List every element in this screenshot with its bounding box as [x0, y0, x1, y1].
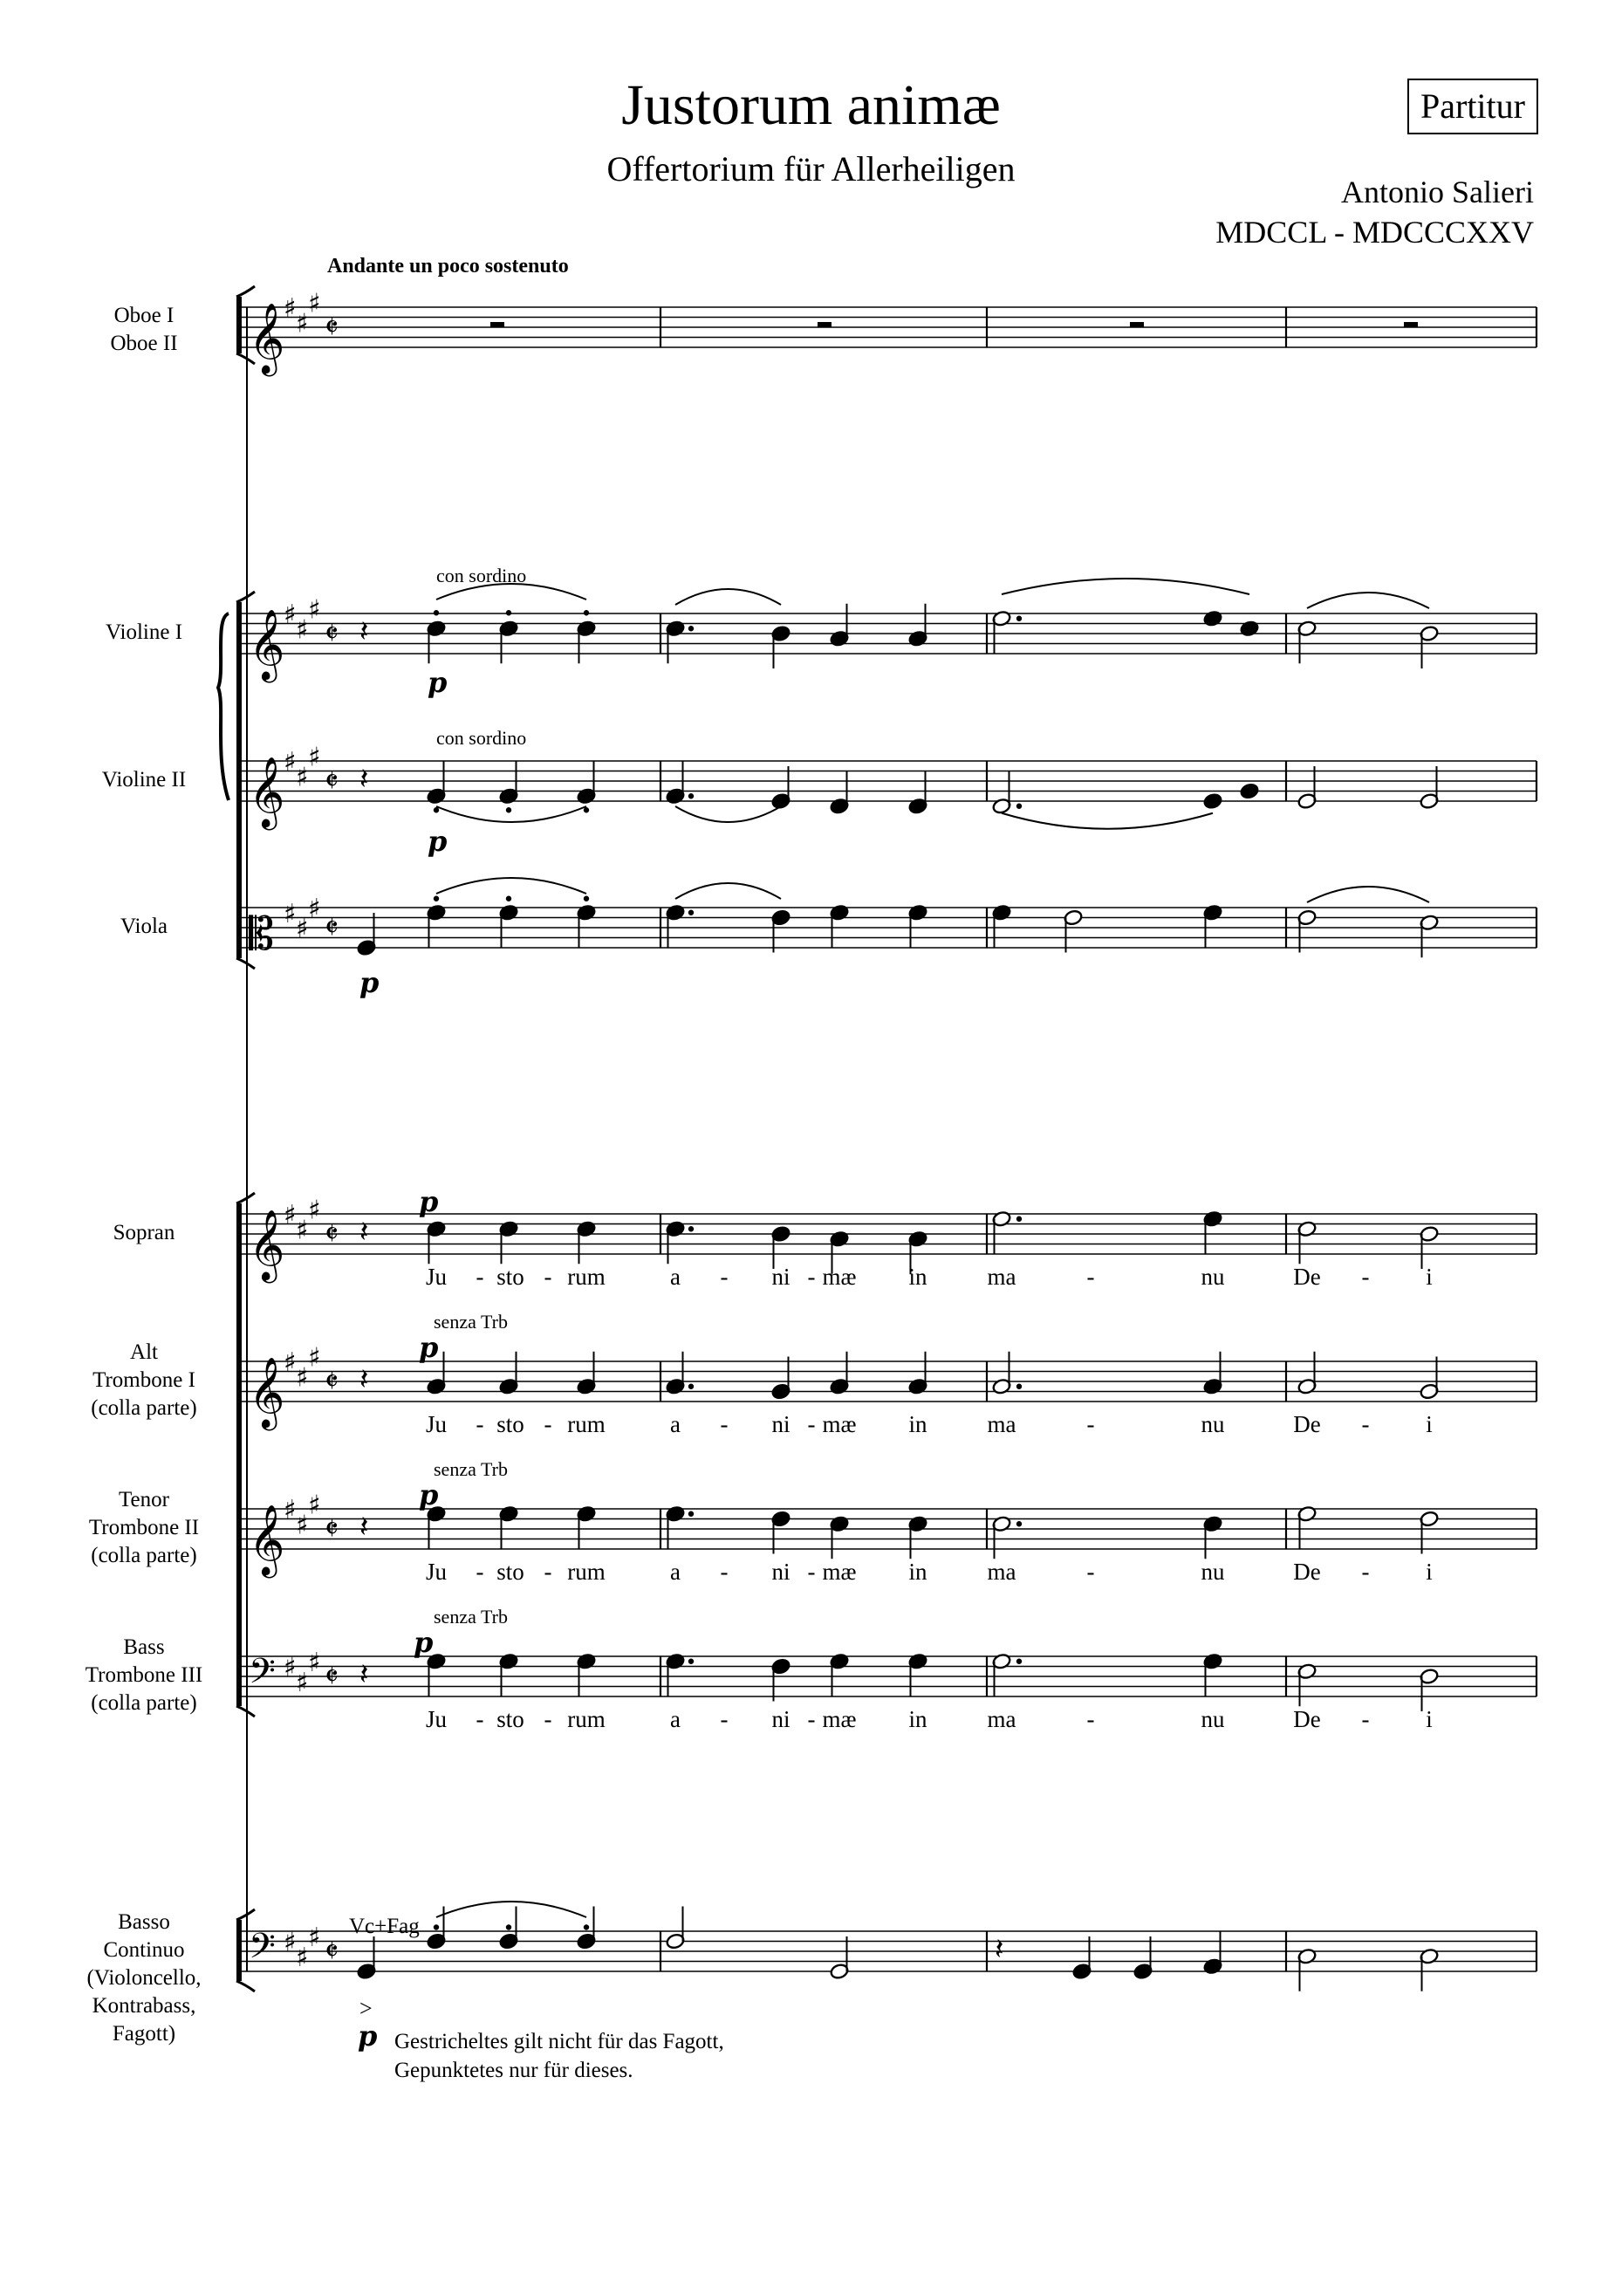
bracket-hook	[236, 1909, 255, 1920]
tempo-marking: Andante un poco sostenuto	[327, 255, 569, 278]
directions	[349, 565, 526, 2053]
slur	[675, 806, 781, 822]
half-rest-icon	[1404, 322, 1418, 327]
lyric-syllable: ma	[987, 1264, 1016, 1290]
dot	[506, 1924, 511, 1929]
lyric-syllable: -	[1361, 1559, 1370, 1585]
dynamic-p-tenor: p	[419, 1478, 439, 1511]
half-rest-icon	[490, 322, 504, 327]
lyric-syllable: nu	[1201, 1264, 1225, 1290]
sharp-icon: ♯	[284, 1927, 297, 1958]
dot	[1016, 616, 1022, 621]
lyric-syllable: -	[807, 1706, 816, 1732]
sharp-icon: ♯	[284, 1495, 297, 1525]
vc-fag-direction: Vc+Fag	[349, 1915, 420, 1938]
dot	[506, 610, 511, 615]
lyric-syllable: i	[1426, 1706, 1433, 1732]
lyric-syllable: i	[1426, 1559, 1433, 1585]
clef-icon: 𝄞	[249, 756, 285, 827]
barlines	[660, 307, 1536, 1971]
senza-trb-alto: senza Trb	[434, 1311, 508, 1333]
dynamic-p-violin-1: p	[428, 666, 448, 699]
notehead	[1203, 610, 1223, 627]
lyric-syllable: -	[544, 1264, 552, 1290]
lyric-syllable: -	[1086, 1559, 1095, 1585]
sharp-icon: ♯	[296, 1942, 309, 1973]
lyric-syllable: -	[544, 1706, 552, 1732]
slur	[436, 1902, 586, 1917]
cut-time-icon: 𝄵	[325, 1364, 339, 1400]
dot	[688, 1659, 694, 1664]
clefs-key-time	[249, 288, 339, 1975]
sharp-icon: ♯	[308, 894, 321, 924]
sharp-icon: ♯	[308, 742, 321, 773]
system-brackets	[218, 286, 255, 1991]
cut-time-icon: 𝄵	[325, 1659, 339, 1695]
sharp-icon: ♯	[284, 1347, 297, 1378]
clef-icon: 𝄞	[249, 608, 285, 680]
sharp-icon: ♯	[296, 914, 309, 944]
label-oboe: Oboe I Oboe II	[110, 304, 178, 355]
lyric-syllable: De	[1293, 1706, 1321, 1732]
dot	[1016, 1384, 1022, 1389]
slur	[675, 883, 781, 899]
quarter-rest-icon: 𝄽	[995, 1932, 1004, 1967]
slur	[436, 878, 586, 894]
dot	[688, 1384, 694, 1389]
sharp-icon: ♯	[308, 1647, 321, 1678]
sharp-icon: ♯	[284, 600, 297, 630]
dynamic-p-bass: p	[414, 1626, 434, 1659]
senza-trb-bass: senza Trb	[434, 1606, 508, 1628]
label-violin-1: Violine I	[105, 620, 183, 644]
quarter-rest-icon: 𝄽	[359, 1657, 369, 1692]
lyric-syllable: mæ	[822, 1264, 857, 1290]
clef-icon: 𝄞	[249, 1504, 285, 1575]
lyric-syllable: -	[1361, 1264, 1370, 1290]
accent-mark: >	[359, 1996, 373, 2021]
lyric-syllable: ni	[771, 1264, 790, 1290]
lyric-syllable: De	[1293, 1411, 1321, 1437]
bracket-bar	[236, 297, 242, 353]
lyric-syllable: a	[670, 1559, 681, 1585]
bracket-hook	[236, 1193, 255, 1203]
dynamic-p-viola: p	[359, 966, 380, 999]
lyric-syllable: -	[720, 1264, 729, 1290]
slur	[1307, 593, 1429, 608]
composer-name: Antonio Salieri	[1341, 175, 1534, 209]
lyric-syllable: -	[1086, 1706, 1095, 1732]
lyric-syllable: ma	[987, 1411, 1016, 1437]
lyric-syllable: in	[908, 1264, 927, 1290]
sharp-icon: ♯	[308, 1195, 321, 1226]
dot	[688, 793, 694, 798]
sharp-icon: ♯	[284, 747, 297, 778]
dot	[1016, 1217, 1022, 1222]
piece-title: Justorum animæ	[621, 73, 1001, 137]
sharp-icon: ♯	[308, 1342, 321, 1374]
sharp-icon: ♯	[296, 1215, 309, 1246]
bracket-bar	[236, 1203, 242, 1706]
piece-subtitle: Offertorium für Allerheiligen	[606, 149, 1016, 188]
clef-icon: 𝄡	[249, 908, 275, 961]
performance-footnote: Gestricheltes gilt nicht für das Fagott, Gepunktetes nur für dieses.	[394, 2030, 724, 2082]
lyric-syllable: -	[807, 1411, 816, 1437]
lyric-syllable: nu	[1201, 1706, 1225, 1732]
clef-icon: 𝄞	[249, 1356, 285, 1428]
lyric-syllable: De	[1293, 1559, 1321, 1585]
label-violin-2: Violine II	[101, 768, 187, 792]
dot	[1016, 1659, 1022, 1664]
sharp-icon: ♯	[296, 1667, 309, 1698]
sharp-icon: ♯	[296, 1362, 309, 1394]
lyric-syllable: ma	[987, 1706, 1016, 1732]
lyric-syllable: -	[476, 1706, 484, 1732]
lyric-syllable: rum	[567, 1264, 606, 1290]
slur	[436, 806, 586, 822]
cut-time-icon: 𝄵	[325, 1217, 339, 1252]
clef-icon: 𝄞	[249, 302, 285, 374]
dot	[434, 807, 439, 812]
sharp-icon: ♯	[296, 1510, 309, 1541]
lyric-syllable: -	[476, 1264, 484, 1290]
lyric-syllable: rum	[567, 1559, 606, 1585]
quarter-rest-icon: 𝄽	[359, 1215, 369, 1250]
label-continuo: Basso Continuo (Violoncello, Kontrabass, Fagott)	[86, 1910, 202, 2046]
sharp-icon: ♯	[284, 898, 297, 929]
dynamic-p-violin-2: p	[428, 825, 448, 858]
sharp-icon: ♯	[308, 1490, 321, 1521]
bracket-hook	[236, 592, 255, 602]
bracket-hook	[236, 1706, 255, 1717]
slur	[1002, 813, 1213, 829]
dot	[584, 807, 589, 812]
lyric-syllable: mæ	[822, 1559, 857, 1585]
bracket-hook	[236, 286, 255, 297]
cut-time-icon: 𝄵	[325, 310, 339, 346]
notehead	[1203, 792, 1223, 810]
slur	[1307, 887, 1429, 902]
lyric-syllable: sto	[496, 1264, 524, 1290]
cut-time-icon: 𝄵	[325, 910, 339, 946]
cut-time-icon: 𝄵	[325, 1511, 339, 1547]
brace-violins	[218, 613, 229, 800]
lyric-syllable: -	[476, 1559, 484, 1585]
lyric-syllable: mæ	[822, 1411, 857, 1437]
lyric-syllable: Ju	[425, 1559, 448, 1585]
lyric-syllable: a	[670, 1706, 681, 1732]
bracket-hook	[236, 1981, 255, 1991]
lyric-syllable: ma	[987, 1559, 1016, 1585]
half-rest-icon	[1130, 322, 1144, 327]
lyric-syllable: -	[720, 1706, 729, 1732]
bracket-bar	[236, 1920, 242, 1981]
lyric-syllable: Ju	[425, 1706, 448, 1732]
lyric-syllable: Ju	[425, 1411, 448, 1437]
sharp-icon: ♯	[308, 288, 321, 319]
lyric-syllable: rum	[567, 1411, 606, 1437]
lyric-syllable: -	[544, 1411, 552, 1437]
sharp-icon: ♯	[308, 1922, 321, 1953]
lyric-syllable: sto	[496, 1411, 524, 1437]
lyric-syllable: -	[807, 1559, 816, 1585]
dynamic-p-soprano: p	[419, 1185, 439, 1218]
label-soprano: Sopran	[113, 1221, 175, 1244]
lyric-syllable: sto	[496, 1706, 524, 1732]
lyric-syllable: nu	[1201, 1559, 1225, 1585]
sharp-icon: ♯	[284, 1200, 297, 1230]
lyric-syllable: rum	[567, 1706, 606, 1732]
lyric-syllable: in	[908, 1559, 927, 1585]
clef-icon: 𝄞	[249, 1209, 285, 1280]
slur	[1002, 579, 1249, 594]
lyric-syllable: De	[1293, 1264, 1321, 1290]
dot	[584, 1924, 589, 1929]
lyric-syllable: -	[807, 1264, 816, 1290]
lyric-syllable: -	[476, 1411, 484, 1437]
dot	[584, 896, 589, 901]
cut-time-icon: 𝄵	[325, 616, 339, 652]
notehead	[1240, 620, 1260, 637]
lyric-syllable: -	[1361, 1411, 1370, 1437]
dot	[688, 1226, 694, 1231]
lyric-syllable: sto	[496, 1559, 524, 1585]
sharp-icon: ♯	[296, 614, 309, 646]
dot	[506, 807, 511, 812]
lyric-syllable: in	[908, 1706, 927, 1732]
lyric-syllable: nu	[1201, 1411, 1225, 1437]
dot	[434, 1924, 439, 1929]
score-type-badge: Partitur	[1407, 79, 1538, 134]
lyric-syllable: a	[670, 1411, 681, 1437]
lyric-syllable: -	[544, 1559, 552, 1585]
lyric-syllable: a	[670, 1264, 681, 1290]
lyric-syllable: ni	[771, 1706, 790, 1732]
quarter-rest-icon: 𝄽	[359, 762, 369, 797]
clef-icon: 𝄢	[249, 1926, 276, 1975]
sharp-icon: ♯	[284, 1652, 297, 1683]
lyric-syllable: Ju	[425, 1264, 448, 1290]
dot	[688, 910, 694, 915]
label-tenor: Tenor Trombone II (colla parte)	[88, 1488, 200, 1567]
cut-time-icon: 𝄵	[325, 1934, 339, 1970]
lyrics	[426, 1264, 1433, 1732]
dot	[688, 626, 694, 631]
sharp-icon: ♯	[296, 762, 309, 793]
dot	[434, 610, 439, 615]
sharp-icon: ♯	[308, 594, 321, 626]
con-sordino-violin-2: con sordino	[436, 727, 527, 749]
lyric-syllable: -	[1086, 1411, 1095, 1437]
sharp-icon: ♯	[284, 293, 297, 324]
half-rest-icon	[818, 322, 832, 327]
lyric-syllable: i	[1426, 1411, 1433, 1437]
label-alto: Alt Trombone I (colla parte)	[91, 1340, 197, 1420]
label-bass: Bass Trombone III (colla parte)	[85, 1635, 203, 1715]
bracket-bar	[236, 602, 242, 958]
dot	[1016, 1521, 1022, 1526]
lyric-syllable: -	[1361, 1706, 1370, 1732]
lyric-syllable: mæ	[822, 1706, 857, 1732]
senza-trb-tenor: senza Trb	[434, 1458, 508, 1480]
lyric-syllable: -	[1086, 1264, 1095, 1290]
dot	[434, 896, 439, 901]
dot	[1016, 804, 1022, 809]
quarter-rest-icon: 𝄽	[359, 1510, 369, 1545]
dot	[584, 610, 589, 615]
sharp-icon: ♯	[296, 308, 309, 339]
dynamic-p-continuo: p	[358, 2019, 378, 2053]
lyric-syllable: -	[720, 1411, 729, 1437]
lyric-syllable: i	[1426, 1264, 1433, 1290]
clef-icon: 𝄢	[249, 1651, 276, 1700]
dot	[688, 1511, 694, 1517]
quarter-rest-icon: 𝄽	[359, 614, 369, 649]
lyric-syllable: ni	[771, 1559, 790, 1585]
notehead	[1240, 783, 1260, 800]
dynamic-p-alto: p	[419, 1331, 439, 1364]
slur	[675, 589, 781, 605]
label-viola: Viola	[120, 915, 168, 938]
lyric-syllable: -	[720, 1559, 729, 1585]
lyric-syllable: ni	[771, 1411, 790, 1437]
composer-dates: MDCCL - MDCCCXXV	[1215, 215, 1534, 250]
con-sordino-violin-1: con sordino	[436, 565, 527, 586]
quarter-rest-icon: 𝄽	[359, 1362, 369, 1397]
dot	[506, 896, 511, 901]
cut-time-icon: 𝄵	[325, 764, 339, 799]
lyric-syllable: in	[908, 1411, 927, 1437]
